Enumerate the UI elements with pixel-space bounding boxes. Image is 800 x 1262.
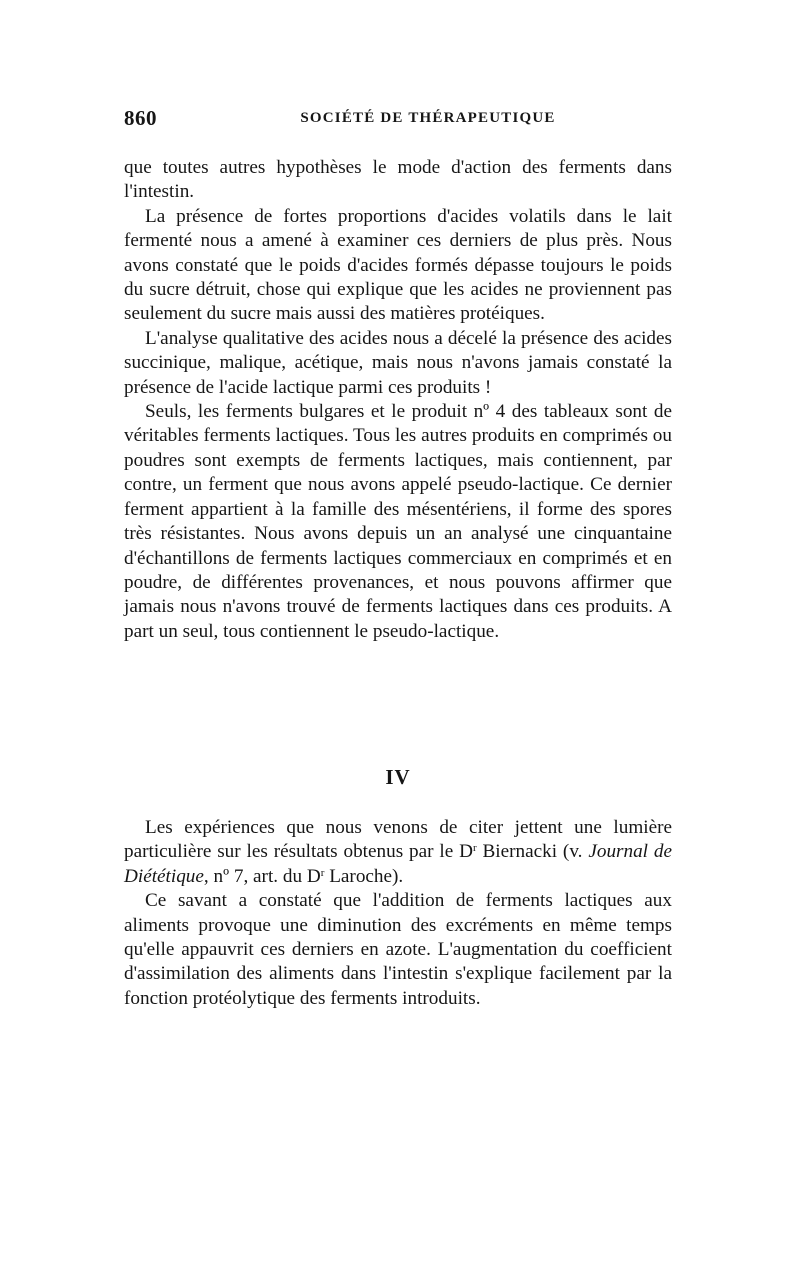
page-number: 860 [124,106,157,130]
dr-superscript: r [472,842,477,855]
section-heading: IV [385,765,411,789]
section-4-text [124,816,672,1011]
paragraph-volatile-acids: La présence de fortes proportions d'acides volatils dans le lait fermenté nous a amené à examiner ces derniers de plus près. Nous avons constaté que le poids d'acides formés dépasse toujours le poids du sucre détruit, chose qui explique que les acides ne proviennent pas seulement du sucre mais aussi des matières protéiques. [124,205,672,325]
paragraph-experiments [124,816,672,889]
section-3-text [124,156,672,644]
experiments-text-d: Laroche). [324,865,404,887]
dr-superscript-2: r [320,866,325,879]
paragraph-qualitative-analysis: L'analyse qualitative des acides nous a décelé la présence des acides succinique, malique, acétique, mais nous n'avons jamais constaté la présence de l'acide lactique parmi ces produits ! [124,327,672,398]
paragraph-lactic-ferments: Seuls, les ferments bulgares et le produit nº 4 des tableaux sont de véritables ferments lactiques. Tous les autres produits en comprimés ou poudres sont exempts de ferments lactiques, mais contiennent, par contre, un ferment que nous avons appelé pseudo-lactique. Ce dernier ferment appartient à la famille des mésentériens, il forme des spores très résistantes. Nous avons depuis un an analysé une cinquantaine d'échantillons de ferments lactiques commerciaux en comprimés et en poudre, de différentes provenances, et nous pouvons affirmer que jamais nous n'avons trouvé de ferments lactiques dans ces produits. A part un seul, tous contiennent le pseudo-lactique. [124,401,672,642]
running-head [124,106,672,136]
journal-title: Journal de Diététique [124,841,672,887]
experiments-text-a: Les expériences que nous venons de citer jettent une lumière particulière sur les résultats obtenus par le D [124,817,672,863]
experiments-text-b: Biernacki (v. [476,841,589,863]
running-title: SOCIÉTÉ DE THÉRAPEUTIQUE [300,110,556,126]
paragraph-assimilation: Ce savant a constaté que l'addition de ferments lactiques aux aliments provoque une diminution des excréments en même temps qu'elle appauvrit ces derniers en azote. L'augmentation du coefficient d'assimilation des aliments dans l'intestin s'explique facilement par la fonction protéolytique des ferments introduits. [124,890,672,1009]
paragraph-continuation: que toutes autres hypothèses le mode d'action des ferments dans l'intestin. [124,157,672,203]
experiments-text-c: , nº 7, art. du D [203,865,321,887]
